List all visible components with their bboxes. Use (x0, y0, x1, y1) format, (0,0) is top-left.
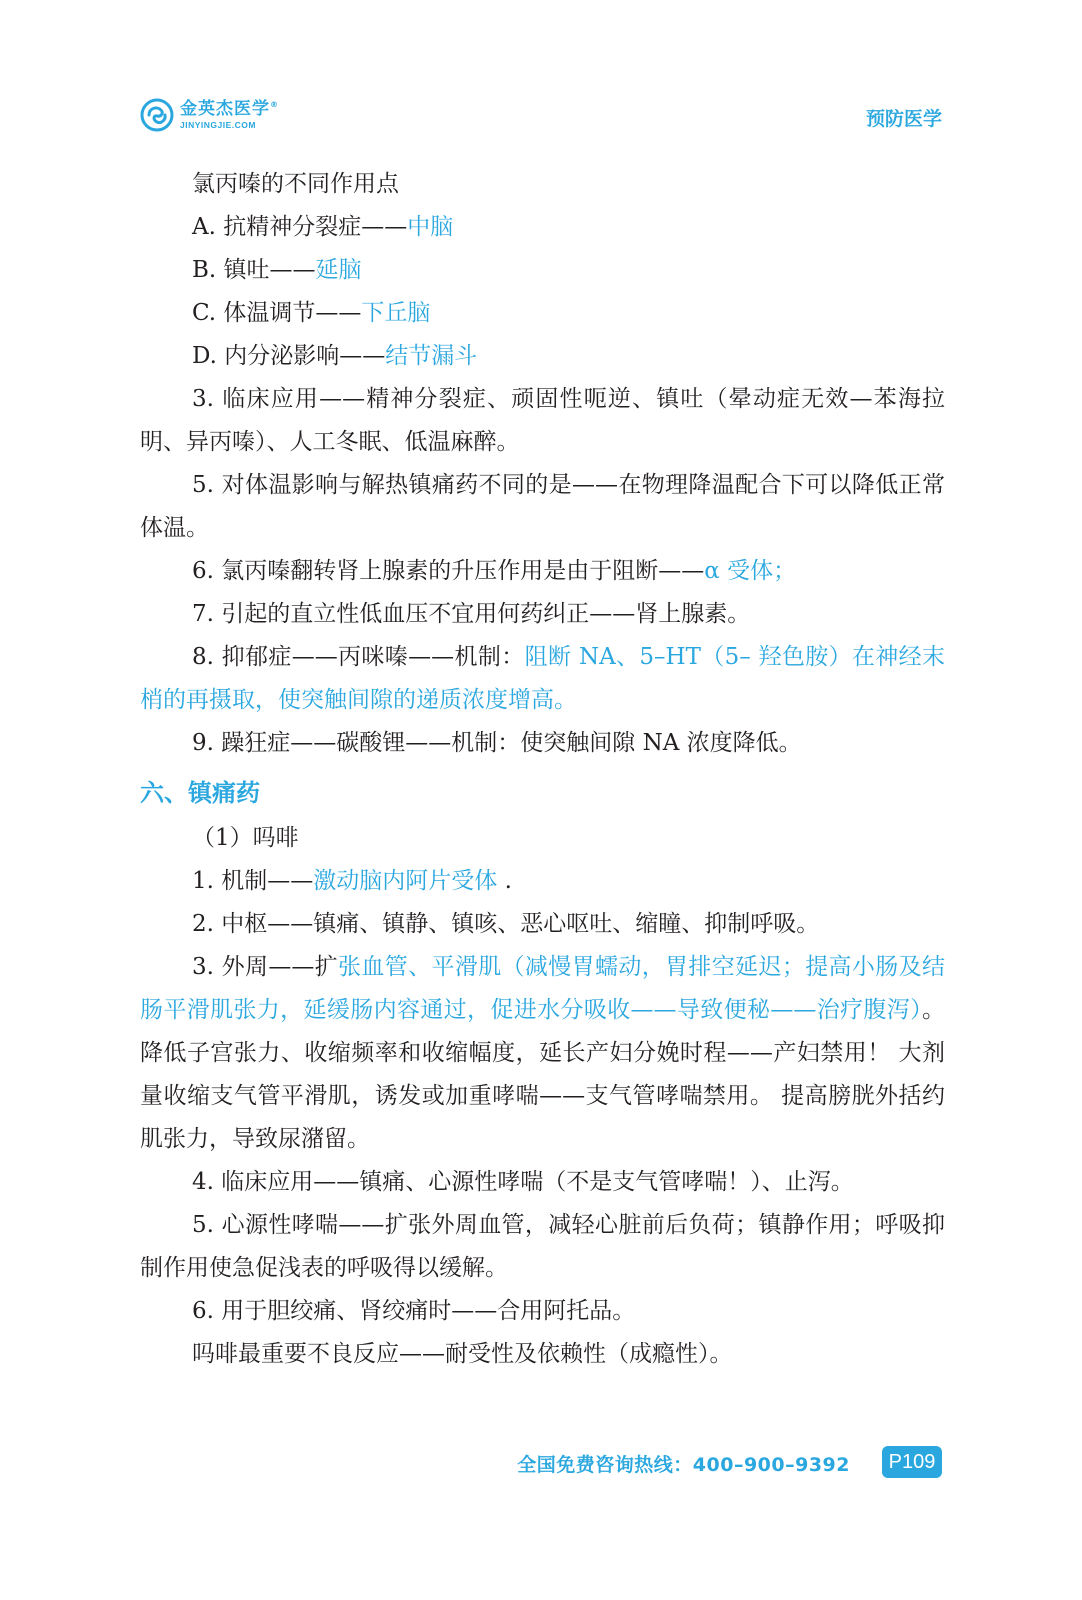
body-line: （1）吗啡 (192, 825, 299, 851)
body-line: A. 抗精神分裂症——中脑 (192, 214, 454, 240)
body-paragraph: 5. 对体温影响与解热镇痛药不同的是——在物理降温配合下可以降低正常体温。 (140, 472, 945, 541)
body-paragraph: 6. 氯丙嗪翻转肾上腺素的升压作用是由于阻断——α 受体； (192, 558, 797, 584)
body-paragraph: 8. 抑郁症——丙咪嗪——机制：阻断 NA、5–HT（5– 羟色胺）在神经末梢的再摄取，使突触间隙的递质浓度增高。 (140, 644, 945, 713)
highlight-text: 张血管、平滑肌（减慢胃蠕动，胃排空延迟；提高小肠及结肠平滑肌张力，延缓肠内容通过，促进水分吸收——导致便秘——治疗腹泻） (140, 954, 945, 1023)
body-paragraph: 2. 中枢——镇痛、镇静、镇咳、恶心呕吐、缩瞳、抑制呼吸。 (192, 911, 820, 937)
body-line: D. 内分泌影响——结节漏斗 (192, 343, 478, 369)
body-paragraph: 5. 心源性哮喘——扩张外周血管，减轻心脏前后负荷；镇静作用；呼吸抑制作用使急促浅表的呼吸得以缓解。 (140, 1212, 945, 1281)
page-header (140, 98, 942, 138)
page-content (140, 163, 945, 1376)
body-line: 氯丙嗪的不同作用点 (192, 171, 399, 197)
section-heading: 六、镇痛药 (140, 779, 260, 807)
body-paragraph: 吗啡最重要不良反应——耐受性及依赖性（成瘾性）。 (192, 1341, 733, 1367)
highlight-text: 下丘脑 (361, 300, 431, 326)
body-paragraph: 3. 临床应用——精神分裂症、顽固性呃逆、镇吐（晕动症无效—苯海拉明、异丙嗪）、人工冬眠、低温麻醉。 (140, 386, 945, 455)
highlight-text: α 受体； (704, 558, 797, 584)
body-line: 1. 机制——激动脑内阿片受体 . (192, 868, 512, 894)
body-line: B. 镇吐——延脑 (192, 257, 362, 283)
body-paragraph: 3. 外周——扩张血管、平滑肌（减慢胃蠕动，胃排空延迟；提高小肠及结肠平滑肌张力，延缓肠内容通过，促进水分吸收——导致便秘——治疗腹泻）。 降低子宫张力、收缩频率和收缩幅度，延长产妇分娩时程——产妇禁用！ 大剂量收缩支气管平滑肌，诱发或加重哮喘——支气管哮喘禁用。 提高膀胱外括约肌张力，导致尿潴留。 (140, 954, 945, 1152)
highlight-text: 结节漏斗 (385, 343, 478, 369)
body-paragraph: 6. 用于胆绞痛、肾绞痛时——合用阿托品。 (192, 1298, 636, 1324)
body-paragraph: 9. 躁狂症——碳酸锂——机制：使突触间隙 NA 浓度降低。 (192, 730, 802, 756)
highlight-text: 阻断 NA、5–HT（5– 羟色胺）在神经末梢的再摄取，使突触间隙的递质浓度增高。 (140, 644, 945, 713)
highlight-text: 中脑 (407, 214, 454, 240)
brand-url: JINYINGJIE.COM (180, 119, 256, 130)
page-footer (140, 1446, 942, 1480)
highlight-text: 延脑 (315, 257, 362, 283)
brand-logo-icon (140, 98, 174, 132)
highlight-text: 激动脑内阿片受体 (313, 868, 498, 894)
hotline-text: 全国免费咨询热线：400–900–9392 (517, 1454, 850, 1476)
brand-name: 金英杰医学® (180, 98, 279, 119)
body-paragraph: 4. 临床应用——镇痛、心源性哮喘（不是支气管哮喘！）、止泻。 (192, 1169, 854, 1195)
section-title: 预防医学 (865, 108, 942, 130)
page-number-badge: P109 (882, 1446, 942, 1478)
body-line: C. 体温调节——下丘脑 (192, 300, 431, 326)
body-paragraph: 7. 引起的直立性低血压不宜用何药纠正——肾上腺素。 (192, 601, 751, 627)
brand-logo (140, 98, 279, 132)
